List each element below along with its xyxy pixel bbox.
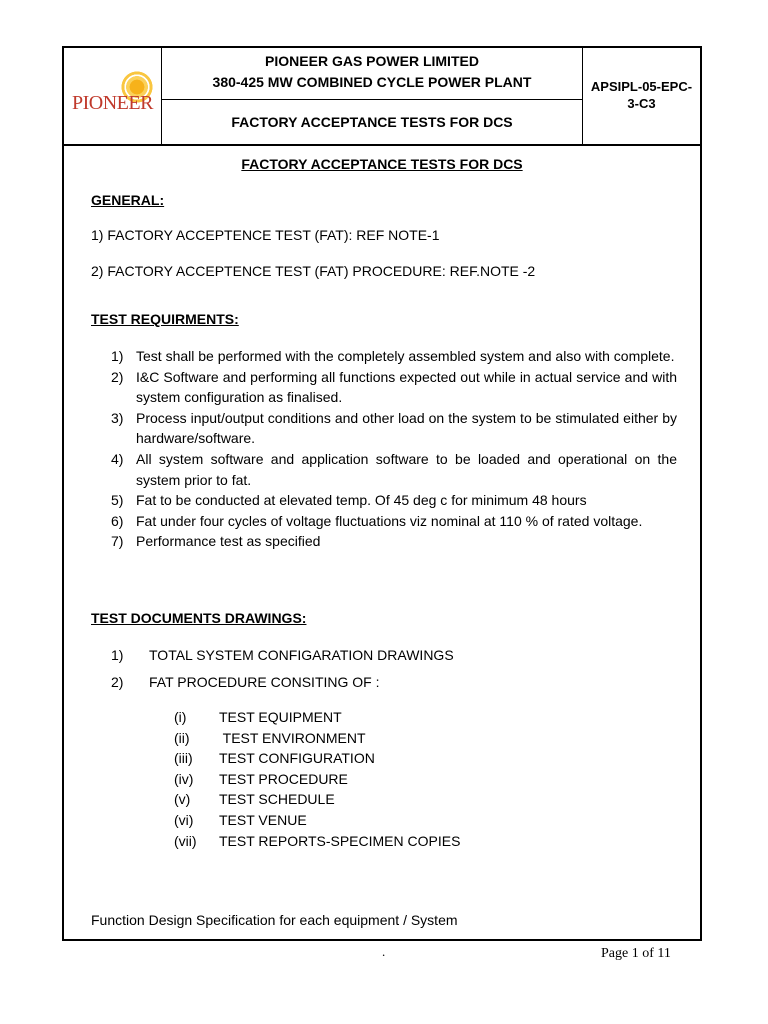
list-item: [111, 449, 677, 490]
list-item-text: Process input/output conditions and other load on the system to be stimulated either by hardware/software.: [136, 409, 677, 447]
test-requirements-heading: TEST REQUIRMENTS:: [91, 311, 239, 327]
list-item: [111, 367, 677, 408]
list-item-text: TOTAL SYSTEM CONFIGARATION DRAWINGS: [149, 647, 454, 663]
list-item-number: 2): [111, 674, 124, 690]
test-requirements-list: [111, 346, 677, 552]
page-number: Page 1 of 11: [601, 946, 671, 961]
list-item-number: 5): [111, 492, 124, 509]
list-item: [111, 346, 677, 367]
list-item-number: (vii): [174, 832, 197, 849]
document-code-line1: APSIPL-05-EPC-: [590, 79, 693, 94]
list-item-number: (v): [174, 791, 191, 808]
list-item-text: FAT PROCEDURE CONSITING OF :: [149, 674, 380, 690]
list-item-number: 2): [111, 368, 124, 385]
header-title-block: [162, 48, 582, 100]
general-heading: GENERAL:: [91, 192, 165, 208]
page-title: FACTORY ACCEPTANCE TESTS FOR DCS: [241, 156, 523, 172]
list-item-text: All system software and application software to be loaded and operational on the system prior to fat.: [136, 450, 677, 488]
list-item-text: TEST PROCEDURE: [219, 770, 348, 787]
list-item-text: TEST CONFIGURATION: [219, 750, 375, 767]
document-frame: [62, 46, 702, 941]
document-header: [64, 48, 700, 146]
list-item-number: (ii): [174, 729, 190, 746]
list-item-number: (i): [174, 709, 187, 725]
list-item-number: 1): [111, 348, 124, 364]
company-name: PIONEER GAS POWER LIMITED: [265, 53, 479, 69]
list-item-number: (iii): [174, 750, 193, 767]
list-item-number: (iv): [174, 770, 194, 787]
list-item-number: 7): [111, 533, 124, 550]
general-item-2: 2) FACTORY ACCEPTENCE TEST (FAT) PROCEDURE: REF.NOTE -2: [91, 263, 536, 279]
list-item-number: 3): [111, 409, 124, 426]
list-item-text: TEST ENVIRONMENT: [219, 729, 366, 746]
list-item: [111, 490, 677, 511]
document-code-line2: 3-C3: [627, 96, 656, 111]
general-item-1: 1) FACTORY ACCEPTENCE TEST (FAT): REF NOTE-1: [91, 227, 440, 243]
list-item-text: TEST VENUE: [219, 811, 307, 828]
list-item-text: I&C Software and performing all functions expected out while in actual service and with system configuration as finalised.: [136, 368, 677, 406]
company-logo: PIONEER: [72, 92, 153, 114]
project-name: 380-425 MW COMBINED CYCLE POWER PLANT: [212, 74, 532, 90]
list-item-text: Test shall be performed with the completely assembled system and also with complete.: [136, 348, 675, 364]
list-item-text: Performance test as specified: [136, 533, 321, 550]
list-item-text: TEST SCHEDULE: [219, 791, 335, 808]
list-item-number: (vi): [174, 811, 194, 828]
list-item-text: TEST EQUIPMENT: [219, 709, 342, 725]
list-item: [111, 408, 677, 449]
document-code: [582, 48, 700, 144]
list-item-text: Fat to be conducted at elevated temp. Of 45 deg c for minimum 48 hours: [136, 492, 587, 509]
test-documents-heading: TEST DOCUMENTS DRAWINGS:: [91, 610, 307, 626]
list-item-number: 1): [111, 647, 124, 663]
list-item-text: TEST REPORTS-SPECIMEN COPIES: [219, 832, 461, 849]
list-item: [111, 511, 677, 532]
list-item-number: 6): [111, 512, 124, 529]
list-item-text: Fat under four cycles of voltage fluctuations viz nominal at 110 % of rated voltage.: [136, 512, 643, 529]
list-item: [111, 531, 677, 552]
closing-line: Function Design Specification for each equipment / System: [91, 912, 458, 928]
footer-dot: .: [382, 944, 386, 959]
logo-cell: [64, 48, 162, 144]
header-subject: FACTORY ACCEPTANCE TESTS FOR DCS: [231, 114, 513, 130]
list-item-number: 4): [111, 450, 124, 467]
